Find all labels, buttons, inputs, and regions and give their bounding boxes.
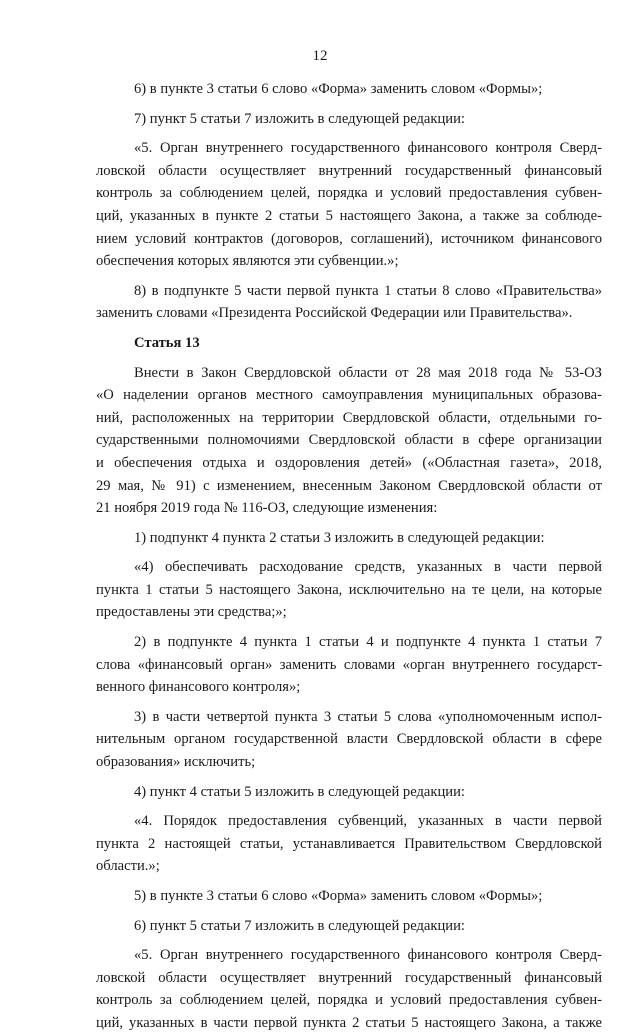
article-heading: Статья 13: [134, 334, 200, 351]
text-line: области.»;: [96, 858, 160, 875]
text-line: «5. Орган внутреннего государственного финансового контроля Сверд-: [134, 140, 602, 157]
text-line: ловской области осуществляет внутренний государственный финансовый: [96, 162, 602, 179]
text-line: ций, указанных в части первой пункта 2 статьи 5 настоящего Закона, а также: [96, 1014, 602, 1031]
text-line: контроль за соблюдением целей, порядка и условий предоставления субвен-: [96, 992, 602, 1009]
paragraph: [96, 781, 602, 804]
text-line: и обеспечения отдыха и оздоровления детей» («Областная газета», 2018,: [96, 454, 602, 471]
text-line: 4) пункт 4 статьи 5 изложить в следующей редакции:: [134, 783, 465, 800]
text-line: 1) подпункт 4 пункта 2 статьи 3 изложить в следующей редакции:: [134, 529, 545, 546]
paragraph: [96, 885, 602, 908]
text-line: ний, расположенных на территории Свердловской области, отдельными го-: [96, 409, 602, 426]
text-line: пункта 2 настоящей статьи, устанавливается Правительством Свердловской: [96, 835, 602, 852]
text-line: 6) пункт 5 статьи 7 изложить в следующей редакции:: [134, 917, 465, 934]
text-line: Внести в Закон Свердловской области от 28 мая 2018 года № 53-ОЗ: [134, 364, 602, 381]
text-line: 7) пункт 5 статьи 7 изложить в следующей редакции:: [134, 110, 465, 127]
text-line: предоставлены эти средства;»;: [96, 604, 287, 621]
text-line: слова «финансовый орган» заменить словами «орган внутреннего государст-: [96, 656, 602, 673]
paragraph: [96, 362, 602, 520]
text-line: 8) в подпункте 5 части первой пункта 1 статьи 8 слово «Правительства»: [134, 282, 602, 299]
page-number: 12: [312, 48, 328, 64]
paragraph-group-2: [96, 362, 602, 1035]
paragraph: [96, 137, 602, 273]
paragraph: [96, 108, 602, 131]
text-line: обеспечения которых являются эти субвенции.»;: [96, 253, 399, 270]
text-line: нием условий контрактов (договоров, соглашений), источником финансового: [96, 230, 602, 247]
text-line: 3) в части четвертой пункта 3 статьи 5 слова «уполномоченным испол-: [134, 708, 602, 725]
text-line: «5. Орган внутреннего государственного финансового контроля Сверд-: [134, 947, 602, 964]
paragraph: [96, 78, 602, 101]
document-body: [96, 0, 602, 1035]
text-line: «4) обеспечивать расходование средств, указанных в части первой: [134, 559, 602, 576]
text-line: «О наделении органов местного самоуправления муниципальных образова-: [96, 387, 602, 404]
paragraph: [96, 944, 602, 1034]
paragraph: [96, 631, 602, 699]
paragraph: [96, 280, 602, 325]
text-line: венного финансового контроля»;: [96, 679, 301, 696]
text-line: 21 ноября 2019 года № 116-ОЗ, следующие изменения:: [96, 500, 438, 517]
paragraph: [96, 915, 602, 938]
text-line: «4. Порядок предоставления субвенций, указанных в части первой: [134, 813, 602, 830]
text-line: пункта 1 статьи 5 настоящего Закона, исключительно на те цели, на которые: [96, 581, 602, 598]
text-line: образования» исключить;: [96, 754, 256, 771]
text-line: 5) в пункте 3 статьи 6 слово «Форма» заменить словом «Формы»;: [134, 888, 543, 904]
paragraph-group-1: [96, 78, 602, 325]
paragraph: [96, 810, 602, 878]
paragraph: [96, 556, 602, 624]
text-line: нительным органом государственной власти Свердловской области в сфере: [96, 731, 602, 748]
text-line: заменить словами «Президента Российской Федерации или Правительства».: [96, 305, 573, 322]
text-line: ций, указанных в пункте 2 статьи 5 настоящего Закона, а также за соблюде-: [96, 207, 602, 224]
paragraph: [96, 706, 602, 774]
text-line: 6) в пункте 3 статьи 6 слово «Форма» заменить словом «Формы»;: [134, 81, 543, 97]
text-line: 2) в подпункте 4 пункта 1 статьи 4 и подпункте 4 пункта 1 статьи 7: [134, 634, 602, 651]
text-line: ловской области осуществляет внутренний государственный финансовый: [96, 969, 602, 986]
text-line: контроль за соблюдением целей, порядка и условий предоставления субвен-: [96, 185, 602, 202]
text-line: 29 мая, № 91) с изменением, внесенным Законом Свердловской области от: [96, 477, 602, 494]
paragraph: [96, 527, 602, 550]
text-line: сударственными полномочиями Свердловской области в сфере организации: [96, 432, 602, 449]
